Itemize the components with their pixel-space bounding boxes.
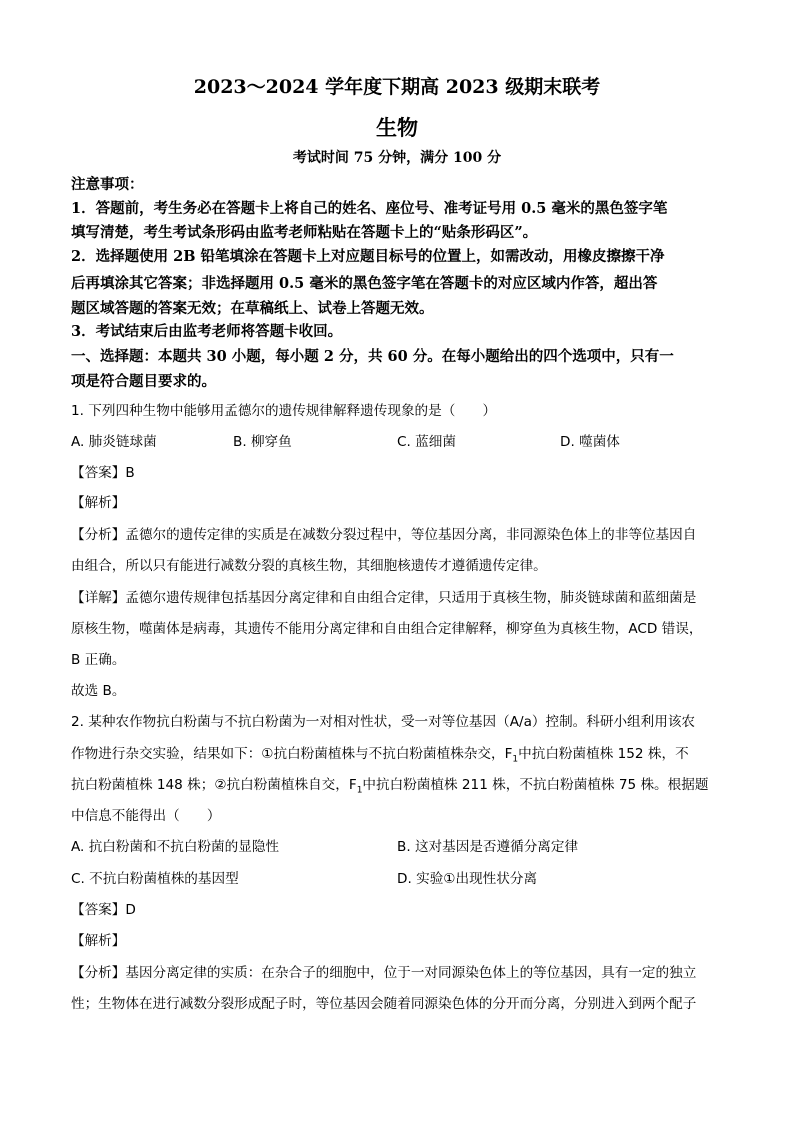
notes-line: 后再填涂其它答案；非选择题用 0.5 毫米的黑色签字笔在答题卡的对应区域内作答，超出答 xyxy=(71,275,658,292)
q1-analysis-label: 【解析】 xyxy=(71,495,126,511)
q1-option-b: B. 柳穿鱼 xyxy=(233,434,292,450)
exam-duration: 考试时间 75 分钟，满分 100 分 xyxy=(292,150,502,166)
subject-title: 生物 xyxy=(376,115,418,140)
q1-answer: 【答案】B xyxy=(71,465,135,481)
q1-detail-text: B 正确。 xyxy=(71,652,126,668)
notes-line: 2．选择题使用 2B 铅笔填涂在答题卡上对应题目标号的位置上，如需改动，用橡皮擦擦干净 xyxy=(71,248,665,265)
question-2-stem: 中信息不能得出（ ） xyxy=(71,808,221,824)
stem-text: 作物进行杂交实验，结果如下：①抗白粉菌植株与不抗白粉菌植株杂交，F xyxy=(71,746,513,762)
q2-analysis-text: 【分析】基因分离定律的实质：在杂合子的细胞中，位于一对同源染色体上的等位基因，具有一定的独立 xyxy=(71,965,697,981)
q2-option-a: A. 抗白粉菌和不抗白粉菌的显隐性 xyxy=(71,839,280,855)
question-2-stem xyxy=(71,773,723,796)
q2-option-b: B. 这对基因是否遵循分离定律 xyxy=(397,839,579,855)
q1-option-c: C. 蓝细菌 xyxy=(397,434,456,450)
subscript: 1 xyxy=(356,785,363,796)
question-1-stem: 1. 下列四种生物中能够用孟德尔的遗传规律解释遗传现象的是（ ） xyxy=(71,403,497,419)
q1-conclusion: 故选 B。 xyxy=(71,683,126,699)
q2-analysis-text: 性；生物体在进行减数分裂形成配子时，等位基因会随着同源染色体的分开而分离，分别进入到两个配子 xyxy=(71,996,697,1012)
q2-answer: 【答案】D xyxy=(71,902,136,918)
q1-option-a: A. 肺炎链球菌 xyxy=(71,434,157,450)
q1-analysis-text: 由组合，所以只有能进行减数分裂的真核生物，其细胞核遗传才遵循遗传定律。 xyxy=(71,558,547,574)
notes-line: 3．考试结束后由监考老师将答题卡收回。 xyxy=(71,323,343,340)
exam-title: 2023～2024 学年度下期高 2023 级期末联考 xyxy=(193,76,601,98)
stem-text: 中抗白粉菌植株 152 株，不 xyxy=(518,746,689,762)
question-2-stem xyxy=(71,742,723,765)
notes-line: 题区域答题的答案无效；在草稿纸上、试卷上答题无效。 xyxy=(71,300,434,317)
section-heading: 一、选择题：本题共 30 小题，每小题 2 分，共 60 分。在每小题给出的四个选项中，只有一 xyxy=(71,348,674,365)
section-heading-cont: 项是符合题目要求的。 xyxy=(71,373,216,390)
q1-detail-text: 【详解】孟德尔遗传规律包括基因分离定律和自由组合定律，只适用于真核生物，肺炎链球菌和蓝细菌是 xyxy=(71,590,697,606)
q2-analysis-label: 【解析】 xyxy=(71,933,126,949)
subscript: 1 xyxy=(512,754,519,765)
q2-option-c: C. 不抗白粉菌植株的基因型 xyxy=(71,871,239,887)
question-2-stem: 2. 某种农作物抗白粉菌与不抗白粉菌为一对相对性状，受一对等位基因（A/a）控制。科研小组利用该农 xyxy=(71,714,696,730)
stem-text: 抗白粉菌植株 148 株；②抗白粉菌植株自交，F xyxy=(71,777,357,793)
stem-text: 中抗白粉菌植株 211 株，不抗白粉菌植株 75 株。根据题 xyxy=(362,777,709,793)
q1-detail-text: 原核生物，噬菌体是病毒，其遗传不能用分离定律和自由组合定律解释，柳穿鱼为真核生物，ACD 错误， xyxy=(71,621,703,637)
notes-heading: 注意事项： xyxy=(71,176,144,193)
notes-line: 1．答题前，考生务必在答题卡上将自己的姓名、座位号、准考证号用 0.5 毫米的黑色签字笔 xyxy=(71,200,668,217)
q2-option-d: D. 实验①出现性状分离 xyxy=(397,871,538,887)
q1-analysis-text: 【分析】孟德尔的遗传定律的实质是在减数分裂过程中，等位基因分离，非同源染色体上的非等位基因自 xyxy=(71,527,697,543)
q1-option-d: D. 噬菌体 xyxy=(560,434,620,450)
notes-line: 填写清楚，考生考试条形码由监考老师粘贴在答题卡上的“贴条形码区”。 xyxy=(71,224,538,241)
